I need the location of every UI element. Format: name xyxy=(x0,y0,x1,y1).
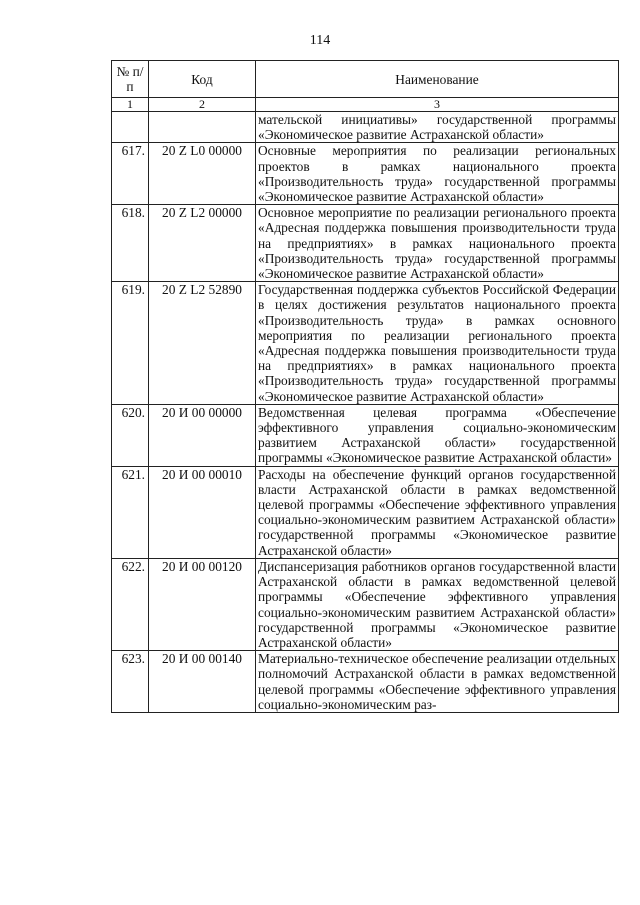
row-number: 620. xyxy=(112,404,149,466)
table-row xyxy=(112,282,619,405)
row-number: 623. xyxy=(112,651,149,713)
header-code: Код xyxy=(149,61,256,98)
column-number-row xyxy=(112,98,619,112)
row-code: 20 Z L0 00000 xyxy=(149,143,256,205)
row-code: 20 И 00 00120 xyxy=(149,558,256,650)
row-code: 20 Z L2 00000 xyxy=(149,205,256,282)
table-row xyxy=(112,651,619,713)
table-row xyxy=(112,558,619,650)
row-number xyxy=(112,112,149,143)
budget-classification-table xyxy=(111,60,619,713)
row-name: мательской инициативы» государственной программы «Экономическое развитие Астраханской области» xyxy=(256,112,619,143)
row-name: Государственная поддержка субъектов Российской Федерации в целях достижения результатов национального проекта «Производительность труда» в рамках основного мероприятия по реализации регионального проекта «Адресная поддержка повышения производительности труда на предприятиях» в рамках национального проекта «Производительность труда» государственной программы «Экономическое развитие Астраханской области» xyxy=(256,282,619,405)
row-name: Основное мероприятие по реализации регионального проекта «Адресная поддержка повышения производительности труда на предприятиях» в рамках национального проекта «Производительность труда» государственной программы «Экономическое развитие Астраханской области» xyxy=(256,205,619,282)
row-name: Ведомственная целевая программа «Обеспечение эффективного управления социально-экономическим развитием Астраханской области» государственной программы «Экономическое развитие Астраханской области» xyxy=(256,404,619,466)
row-code: 20 И 00 00140 xyxy=(149,651,256,713)
row-code: 20 Z L2 52890 xyxy=(149,282,256,405)
row-number: 617. xyxy=(112,143,149,205)
table-header-row xyxy=(112,61,619,98)
column-number: 3 xyxy=(256,98,619,112)
header-number: № п/п xyxy=(112,61,149,98)
table-row xyxy=(112,205,619,282)
row-name: Основные мероприятия по реализации региональных проектов в рамках национального проекта «Производительность труда» государственной программы «Экономическое развитие Астраханской области» xyxy=(256,143,619,205)
row-name: Расходы на обеспечение функций органов государственной власти Астраханской области в рамках ведомственной целевой программы «Обеспечение эффективного управления социально-экономическим развитием Астраханской области» государственной программы «Экономическое развитие Астраханской области» xyxy=(256,466,619,558)
table-row-continuation xyxy=(112,112,619,143)
row-code xyxy=(149,112,256,143)
page-number: 114 xyxy=(309,33,331,48)
column-number: 2 xyxy=(149,98,256,112)
row-name: Материально-техническое обеспечение реализации отдельных полномочий Астраханской области в рамках ведомственной целевой программы «Обеспечение эффективного управления социально-экономическим раз- xyxy=(256,651,619,713)
table-row xyxy=(112,404,619,466)
row-number: 618. xyxy=(112,205,149,282)
column-number: 1 xyxy=(112,98,149,112)
row-code: 20 И 00 00000 xyxy=(149,404,256,466)
row-number: 619. xyxy=(112,282,149,405)
row-code: 20 И 00 00010 xyxy=(149,466,256,558)
table-row xyxy=(112,143,619,205)
row-name: Диспансеризация работников органов государственной власти Астраханской области в рамках ведомственной целевой программы «Обеспечение эффективного управления социально-экономическим развитием Астраханской области» государственной программы «Экономическое развитие Астраханской области» xyxy=(256,558,619,650)
header-name: Наименование xyxy=(256,61,619,98)
table-row xyxy=(112,466,619,558)
row-number: 621. xyxy=(112,466,149,558)
row-number: 622. xyxy=(112,558,149,650)
